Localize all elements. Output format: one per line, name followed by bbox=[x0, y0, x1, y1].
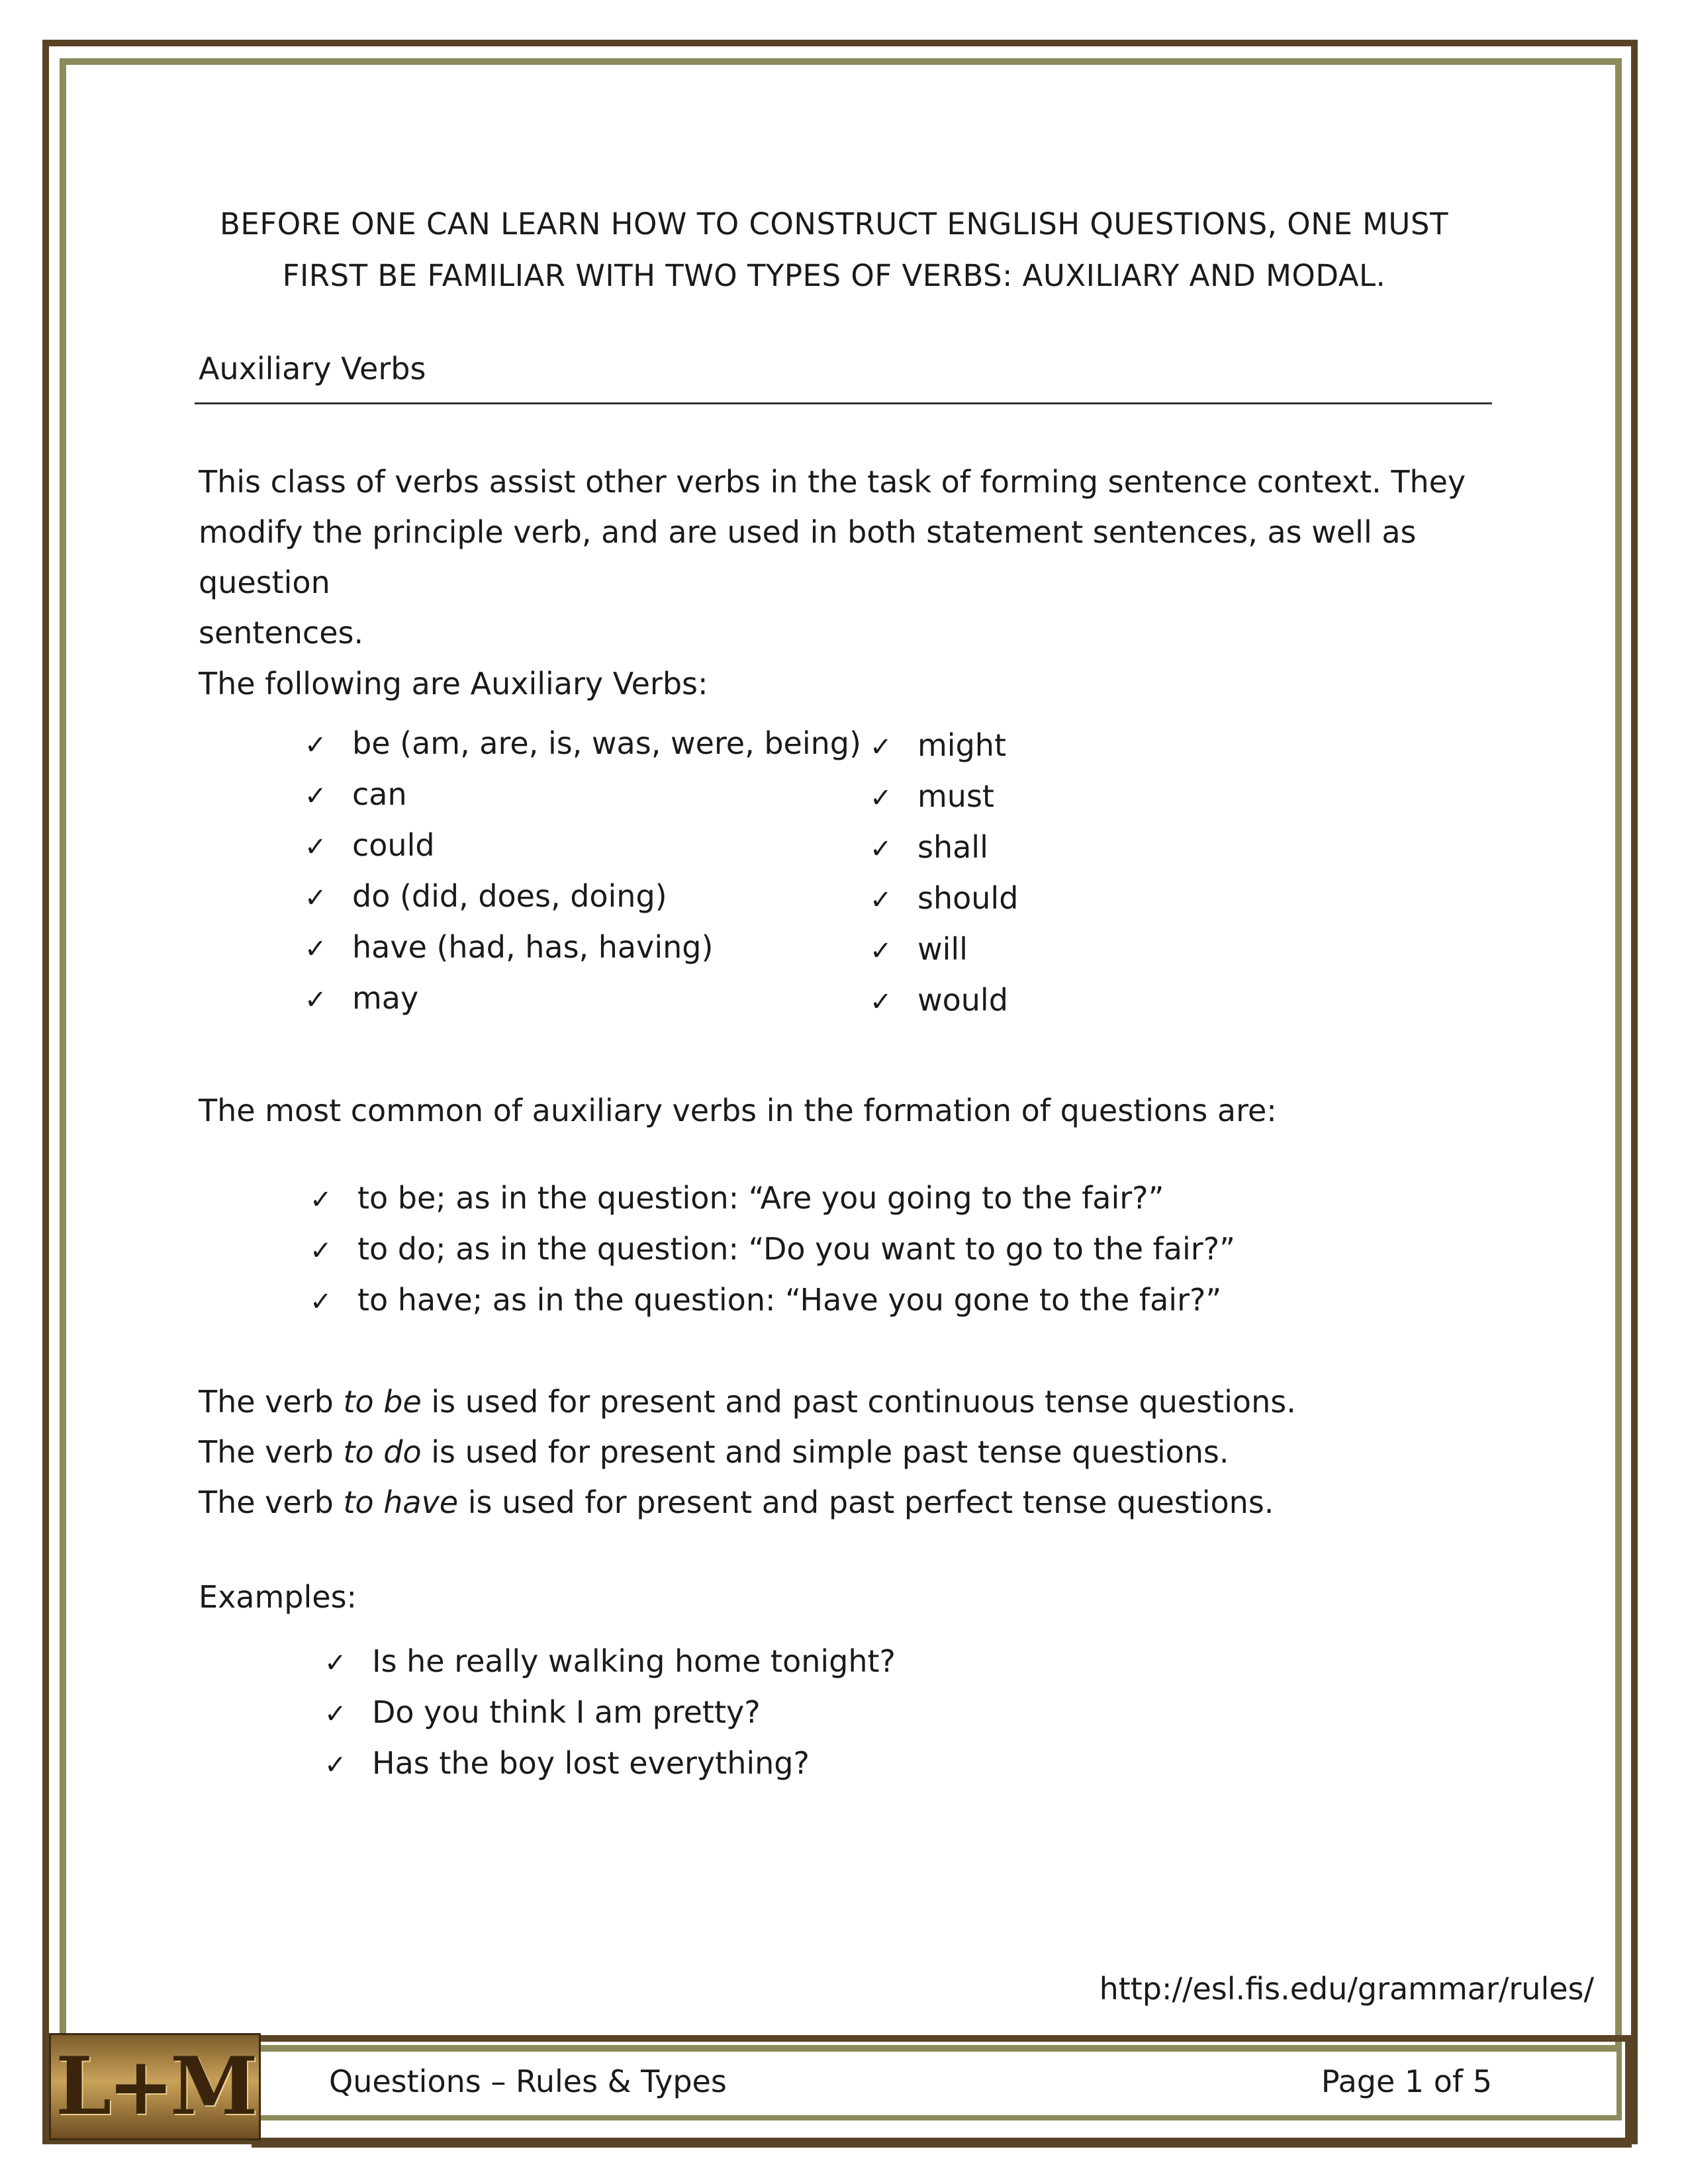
check-icon: ✓ bbox=[310, 1185, 332, 1215]
verb-italic: to be bbox=[343, 1384, 422, 1420]
logo bbox=[49, 2033, 261, 2140]
check-icon: ✓ bbox=[870, 783, 892, 813]
check-icon: ✓ bbox=[324, 1648, 347, 1678]
usage-line: The verb to be is used for present and past continuous tense questions. bbox=[199, 1384, 1296, 1420]
following-label: The following are Auxiliary Verbs: bbox=[199, 666, 708, 702]
check-icon: ✓ bbox=[310, 1236, 332, 1266]
logo-text: L+M bbox=[56, 2040, 254, 2133]
aux-list-left bbox=[305, 718, 861, 1024]
intro-paragraph bbox=[199, 457, 1496, 658]
check-icon: ✓ bbox=[305, 883, 327, 913]
list-item: ✓ to have; as in the question: “Have you gone to the fair?” bbox=[310, 1275, 1235, 1326]
list-item: ✓ Do you think I am pretty? bbox=[324, 1687, 896, 1738]
page-number: Page 1 of 5 bbox=[1321, 2064, 1492, 2099]
common-label: The most common of auxiliary verbs in the formation of questions are: bbox=[199, 1093, 1277, 1128]
heading-line-2: FIRST BE FAMILIAR WITH TWO TYPES OF VERBS: AUXILIARY AND MODAL. bbox=[282, 258, 1386, 293]
aux-list-right bbox=[870, 720, 1018, 1026]
list-item: ✓ could bbox=[305, 820, 861, 871]
examples-list bbox=[324, 1636, 896, 1789]
check-icon: ✓ bbox=[324, 1699, 347, 1729]
source-url[interactable]: http://esl.fis.edu/grammar/rules/ bbox=[1099, 1971, 1594, 2007]
check-icon: ✓ bbox=[870, 936, 892, 966]
list-item: ✓ Is he really walking home tonight? bbox=[324, 1636, 896, 1687]
list-item: ✓ might bbox=[870, 720, 1018, 771]
intro-line-2: modify the principle verb, and are used in both statement sentences, as well as question bbox=[199, 514, 1417, 600]
list-item: ✓ be (am, are, is, was, were, being) bbox=[305, 718, 861, 769]
usage-line: The verb to have is used for present and past perfect tense questions. bbox=[199, 1484, 1274, 1520]
list-item: ✓ have (had, has, having) bbox=[305, 922, 861, 973]
intro-line-3: sentences. bbox=[199, 615, 364, 651]
common-list bbox=[310, 1173, 1235, 1326]
check-icon: ✓ bbox=[305, 934, 327, 964]
verb-italic: to have bbox=[343, 1484, 459, 1520]
page-heading bbox=[199, 199, 1470, 302]
list-item: ✓ may bbox=[305, 973, 861, 1024]
check-icon: ✓ bbox=[305, 832, 327, 862]
check-icon: ✓ bbox=[870, 732, 892, 762]
usage-line: The verb to do is used for present and simple past tense questions. bbox=[199, 1434, 1229, 1470]
list-item: ✓ Has the boy lost everything? bbox=[324, 1738, 896, 1789]
check-icon: ✓ bbox=[870, 834, 892, 864]
list-item: ✓ will bbox=[870, 924, 1018, 975]
section-divider bbox=[195, 402, 1492, 404]
check-icon: ✓ bbox=[324, 1750, 347, 1780]
list-item: ✓ to be; as in the question: “Are you going to the fair?” bbox=[310, 1173, 1235, 1224]
heading-line-1: BEFORE ONE CAN LEARN HOW TO CONSTRUCT ENGLISH QUESTIONS, ONE MUST bbox=[220, 206, 1448, 242]
check-icon: ✓ bbox=[305, 730, 327, 760]
list-item: ✓ to do; as in the question: “Do you want to go to the fair?” bbox=[310, 1224, 1235, 1275]
list-item: ✓ shall bbox=[870, 822, 1018, 873]
list-item: ✓ must bbox=[870, 771, 1018, 822]
check-icon: ✓ bbox=[870, 987, 892, 1017]
check-icon: ✓ bbox=[310, 1287, 332, 1317]
section-title: Auxiliary Verbs bbox=[199, 351, 426, 387]
check-icon: ✓ bbox=[305, 985, 327, 1015]
verb-italic: to do bbox=[343, 1434, 422, 1470]
list-item: ✓ do (did, does, doing) bbox=[305, 871, 861, 922]
footer-title: Questions – Rules & Types bbox=[329, 2064, 727, 2099]
list-item: ✓ can bbox=[305, 769, 861, 820]
list-item: ✓ would bbox=[870, 975, 1018, 1026]
check-icon: ✓ bbox=[305, 781, 327, 811]
examples-label: Examples: bbox=[199, 1579, 357, 1615]
usage-block bbox=[199, 1377, 1496, 1527]
check-icon: ✓ bbox=[870, 885, 892, 915]
list-item: ✓ should bbox=[870, 873, 1018, 924]
intro-line-1: This class of verbs assist other verbs in the task of forming sentence context. They bbox=[199, 464, 1466, 500]
